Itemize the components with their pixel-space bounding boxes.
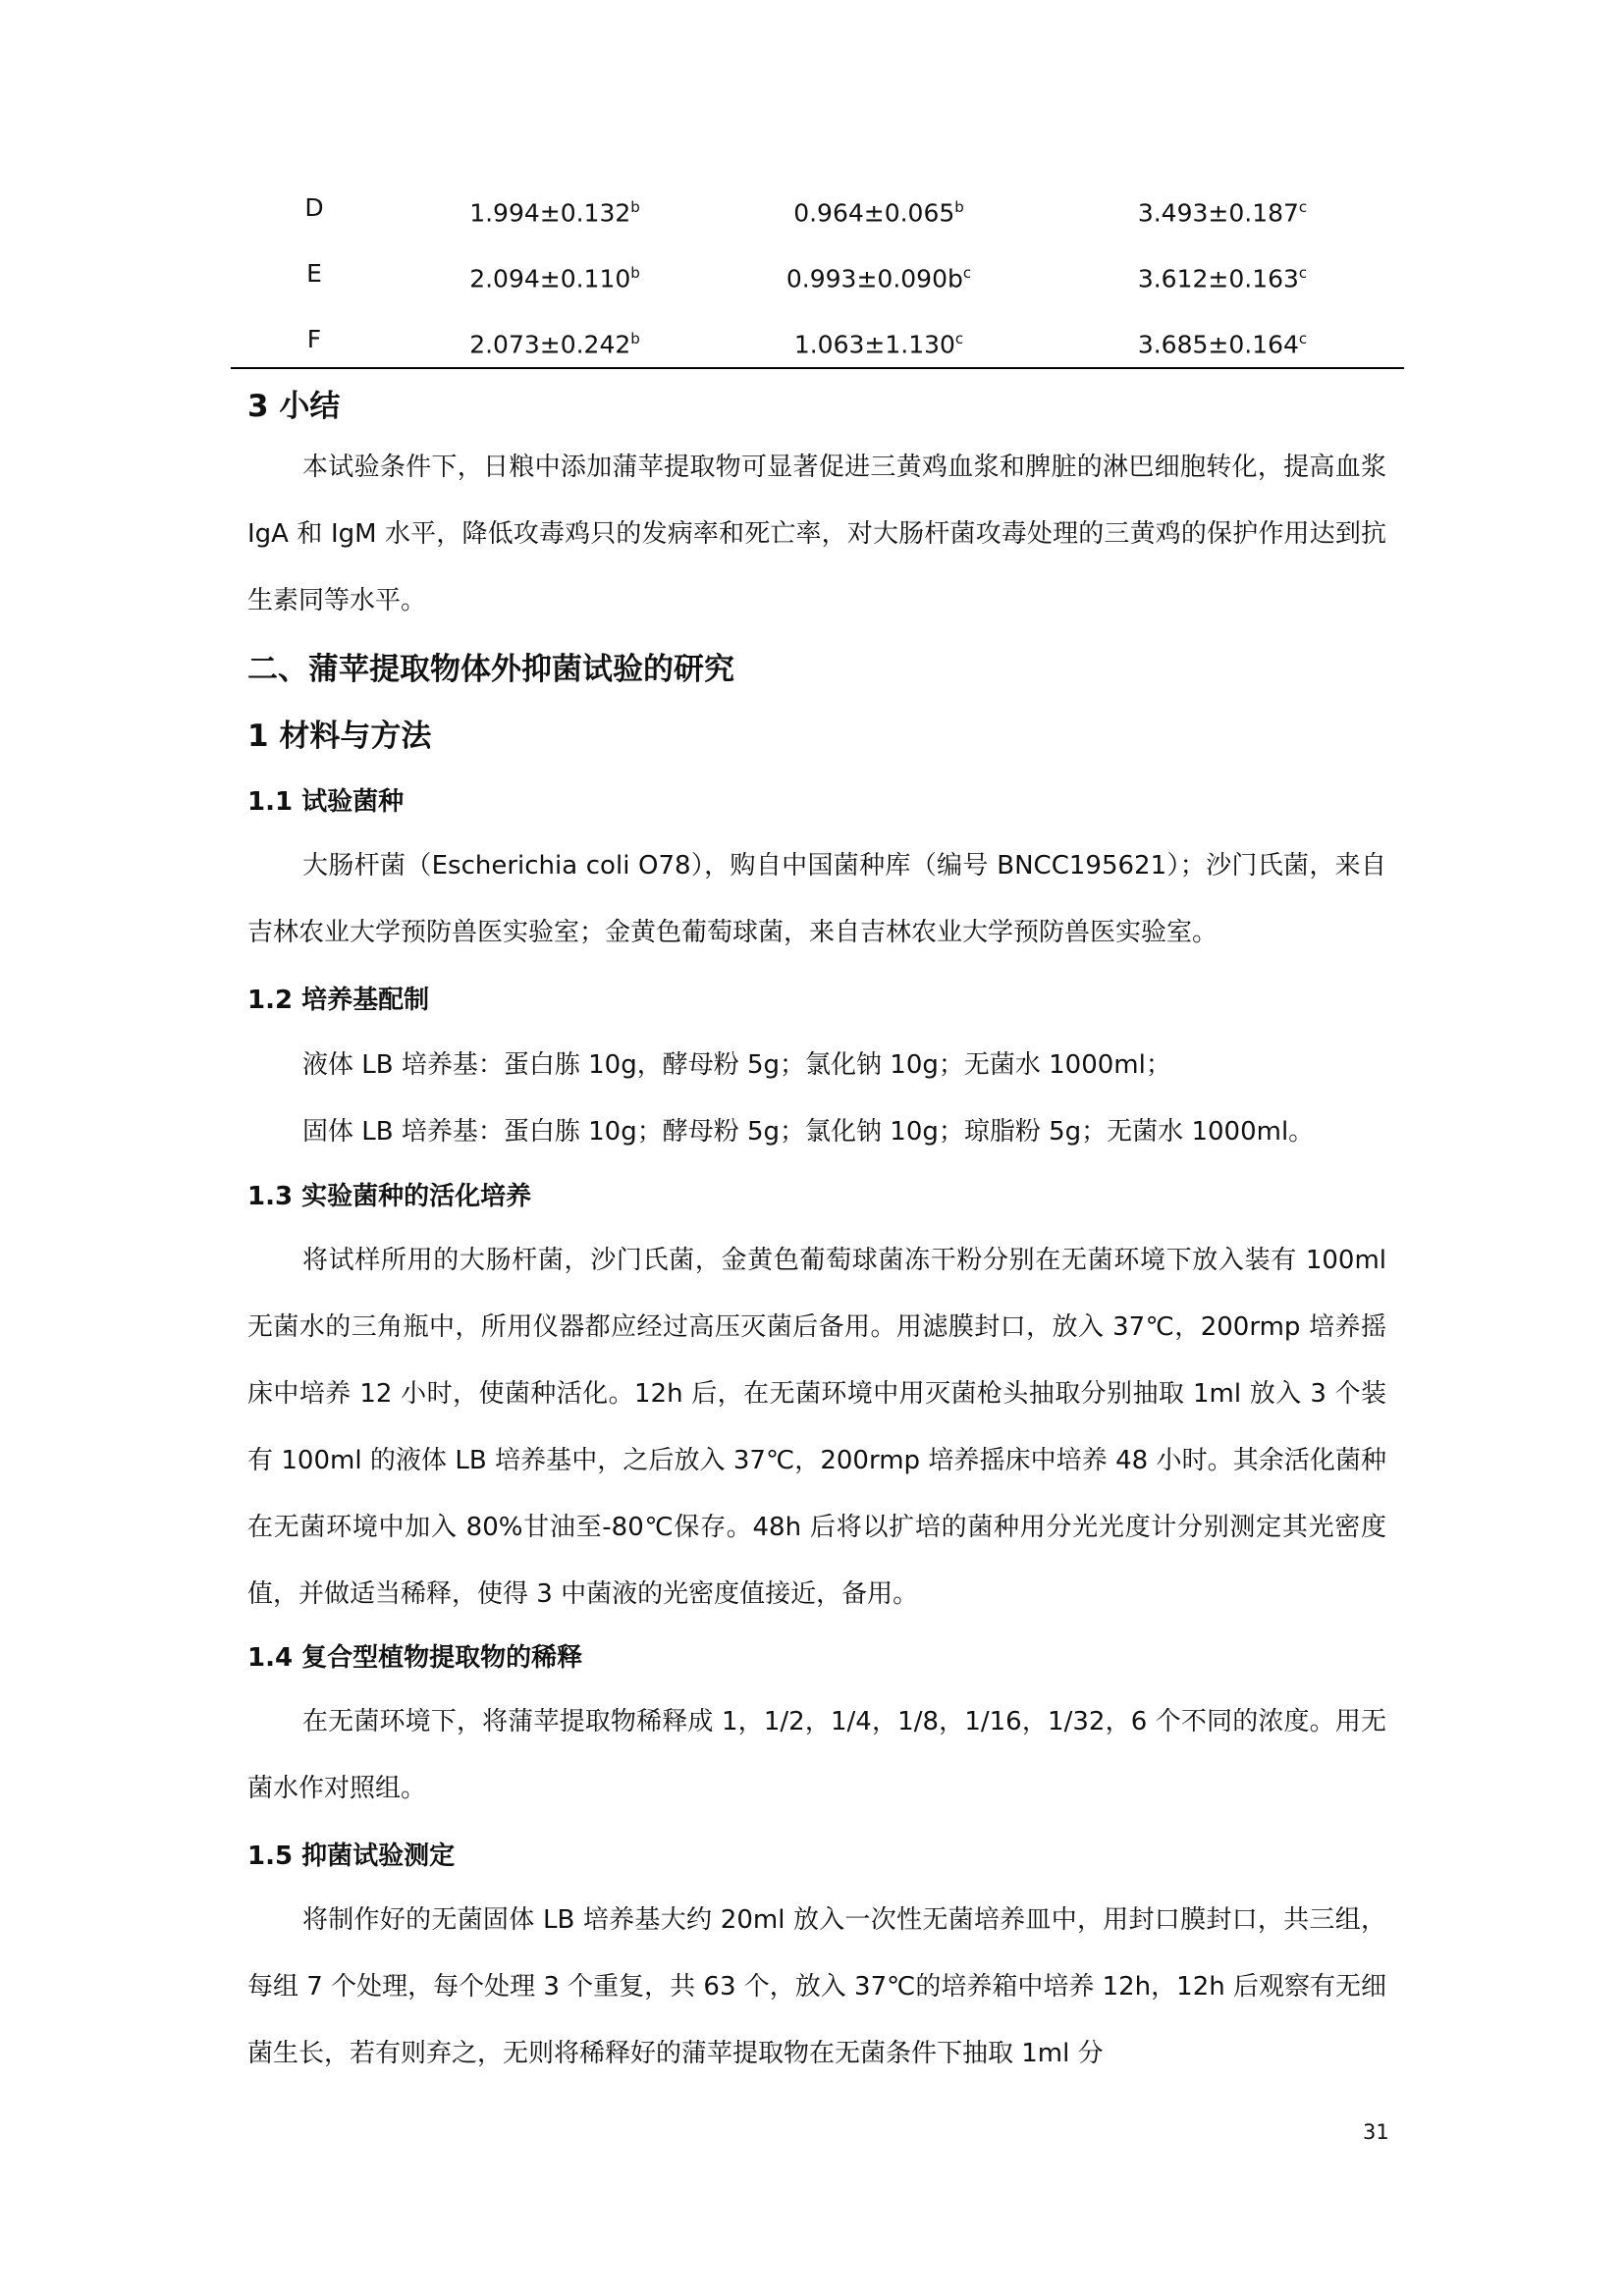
subsection-heading-1-1: 1.1 试验菌种 [247,787,405,817]
table-cell: 1.063±1.130$^c$ [793,330,964,359]
paragraph-1-5: 将制作好的无菌固体 LB 培养基大约 20ml 放入一次性无菌培养皿中，用封口膜封口，共三组，每组 7 个处理，每个处理 3 个重复，共 63 个，放入 37℃的培养箱中培养 12h，12h 后观察有无细菌生长，若有则弃之，无则将稀释好的蒲苹提取物在无菌条件下抽取 1ml 分 [247,1905,1386,2068]
table-cell: 2.094±0.110$^b$ [469,264,640,294]
table-row [231,240,1404,306]
section-heading-methods: 1 材料与方法 [247,719,432,754]
table-cell: 1.994±0.132$^b$ [469,198,640,228]
table-cell-group: F [306,325,322,353]
table-cell-group: D [304,193,324,222]
table-bottom-rule [231,367,1404,369]
page-number: 31 [1363,2120,1389,2144]
subsection-heading-1-2: 1.2 培养基配制 [247,986,430,1015]
table-cell: 3.493±0.187$^c$ [1137,198,1308,228]
subsection-heading-1-4: 1.4 复合型植物提取物的稀释 [247,1643,583,1673]
subsection-heading-1-3: 1.3 实验菌种的活化培养 [247,1182,532,1211]
paragraph-1-4: 在无菌环境下，将蒲苹提取物稀释成 1，1/2，1/4，1/8，1/16，1/32，6 个不同的浓度。用无菌水作对照组。 [247,1707,1386,1803]
table-cell-group: E [306,259,322,288]
data-table [231,175,1404,372]
paragraph-1-1: 大肠杆菌（Escherichia coli O78），购自中国菌种库（编号 BNCC195621）；沙门氏菌，来自吉林农业大学预防兽医实验室；金黄色葡萄球菌，来自吉林农业大学预防兽医实验室。 [247,851,1386,947]
table-cell: 3.612±0.163$^c$ [1137,264,1308,294]
table-cell: 3.685±0.164$^c$ [1137,330,1308,359]
medium-solid-line: 固体 LB 培养基：蛋白胨 10g；酵母粉 5g；氯化钠 10g；琼脂粉 5g；无菌水 1000ml。 [302,1117,1315,1147]
medium-liquid-line: 液体 LB 培养基：蛋白胨 10g，酵母粉 5g；氯化钠 10g；无菌水 1000ml； [302,1050,1171,1080]
table-cell: 0.964±0.065$^b$ [793,198,964,228]
table-row [231,306,1404,372]
part-heading: 二、蒲苹提取物体外抑菌试验的研究 [247,652,734,687]
summary-paragraph: 本试验条件下，日粮中添加蒲苹提取物可显著促进三黄鸡血浆和脾脏的淋巴细胞转化，提高血浆 IgA 和 IgM 水平，降低攻毒鸡只的发病率和死亡率，对大肠杆菌攻毒处理的三黄鸡的保护作用达到抗生素同等水平。 [247,453,1386,615]
subsection-heading-1-5: 1.5 抑菌试验测定 [247,1842,456,1871]
paragraph-1-3: 将试样所用的大肠杆菌，沙门氏菌，金黄色葡萄球菌冻干粉分别在无菌环境下放入装有 100ml 无菌水的三角瓶中，所用仪器都应经过高压灭菌后备用。用滤膜封口，放入 37℃，200rmp 培养摇床中培养 12 小时，使菌种活化。12h 后，在无菌环境中用灭菌枪头抽取分别抽取 1ml 放入 3 个装有 100ml 的液体 LB 培养基中，之后放入 37℃，200rmp 培养摇床中培养 48 小时。其余活化菌种在无菌环境中加入 80%甘油至-80℃保存。48h 后将以扩培的菌种用分光光度计分别测定其光密度值，并做适当稀释，使得 3 中菌液的光密度值接近，备用。 [247,1246,1386,1609]
table-cell: 2.073±0.242$^b$ [469,330,640,359]
table-cell: $0.993\pm 0.090b^c$ [785,264,972,294]
table-row [231,175,1404,240]
section-heading-summary: 3 小结 [247,389,341,424]
